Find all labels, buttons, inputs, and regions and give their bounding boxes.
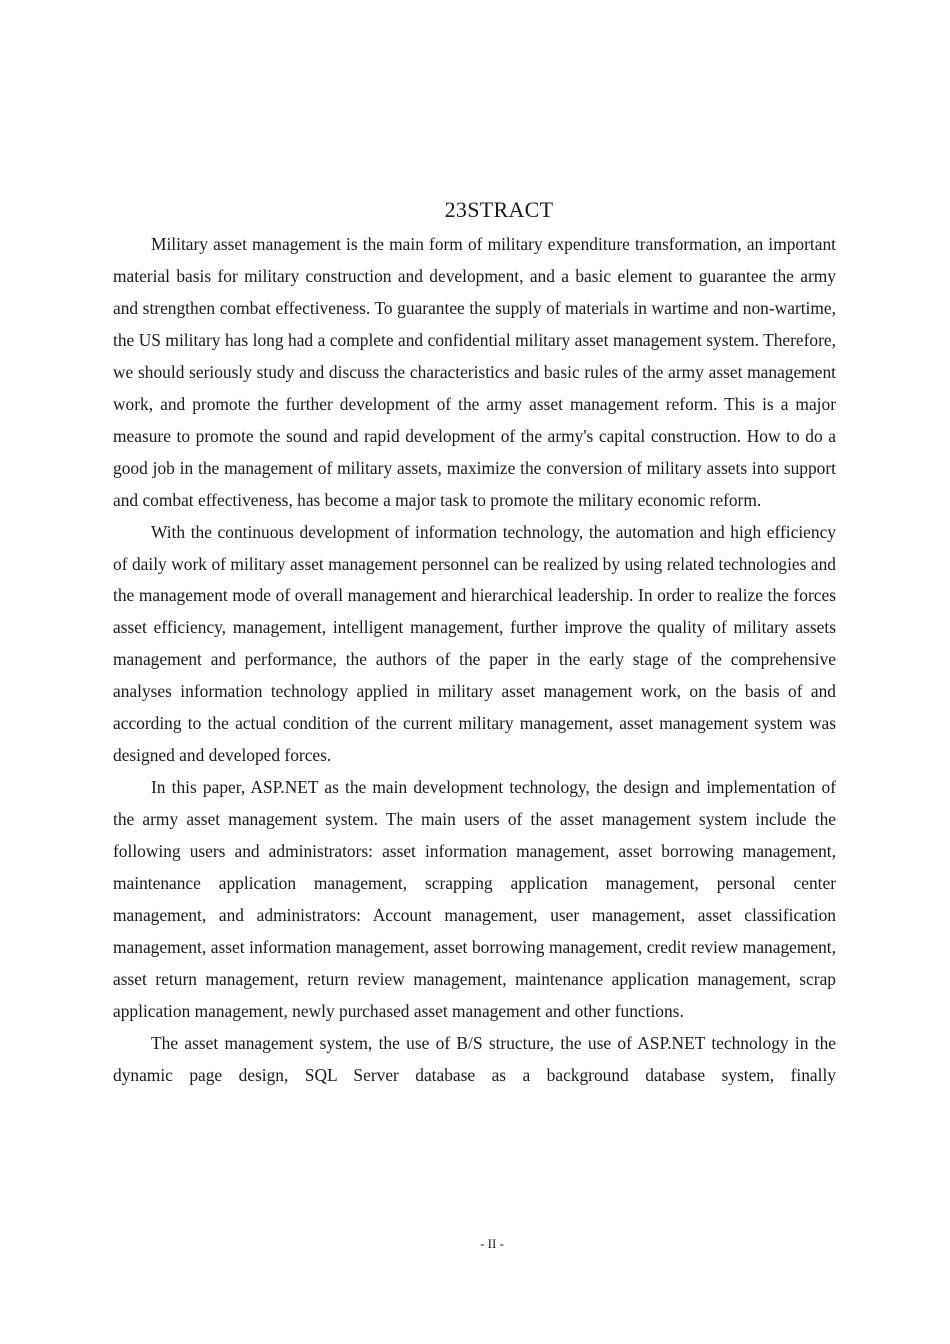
page-title: 23STRACT <box>444 197 554 222</box>
paragraph-4: The asset management system, the use of B/S structure, the use of ASP.NET technology in the dynamic page design, SQL Server database as a background database system, finally <box>113 1032 836 1085</box>
paragraph-2: With the continuous development of information technology, the automation and high efficiency of daily work of military asset management personnel can be realized by using related technologies and the management mode of overall management and hierarchical leadership. In order to realize the forces asset efficiency, management, intelligent management, further improve the quality of military assets management and performance, the authors of the paper in the early stage of the comprehensive analyses information technology applied in military asset management work, on the basis of and according to the actual condition of the current military management, asset management system was designed and developed forces. <box>113 521 836 766</box>
abstract-body <box>113 229 836 1092</box>
paragraph-3: In this paper, ASP.NET as the main development technology, the design and implementation of the army asset management system. The main users of the asset management system include the following users and administrators: asset information management, asset borrowing management, maintenance application management, scrapping application management, personal center management, and administrators: Account management, user management, asset classification management, asset information management, asset borrowing management, credit review management, asset return management, return review management, maintenance application management, scrap application management, newly purchased asset management and other functions. <box>113 777 836 1021</box>
page-number: - II - <box>480 1236 504 1251</box>
paragraph-1: Military asset management is the main form of military expenditure transformation, an important material basis for military construction and development, and a basic element to guarantee the army and strengthen combat effectiveness. To guarantee the supply of materials in wartime and non-wartime, the US military has long had a complete and confidential military asset management system. Therefore, we should seriously study and discuss the characteristics and basic rules of the army asset management work, and promote the further development of the army asset management reform. This is a major measure to promote the sound and rapid development of the army's capital construction. How to do a good job in the management of military assets, maximize the conversion of military assets into support and combat effectiveness, has become a major task to promote the military economic reform. <box>113 234 836 510</box>
